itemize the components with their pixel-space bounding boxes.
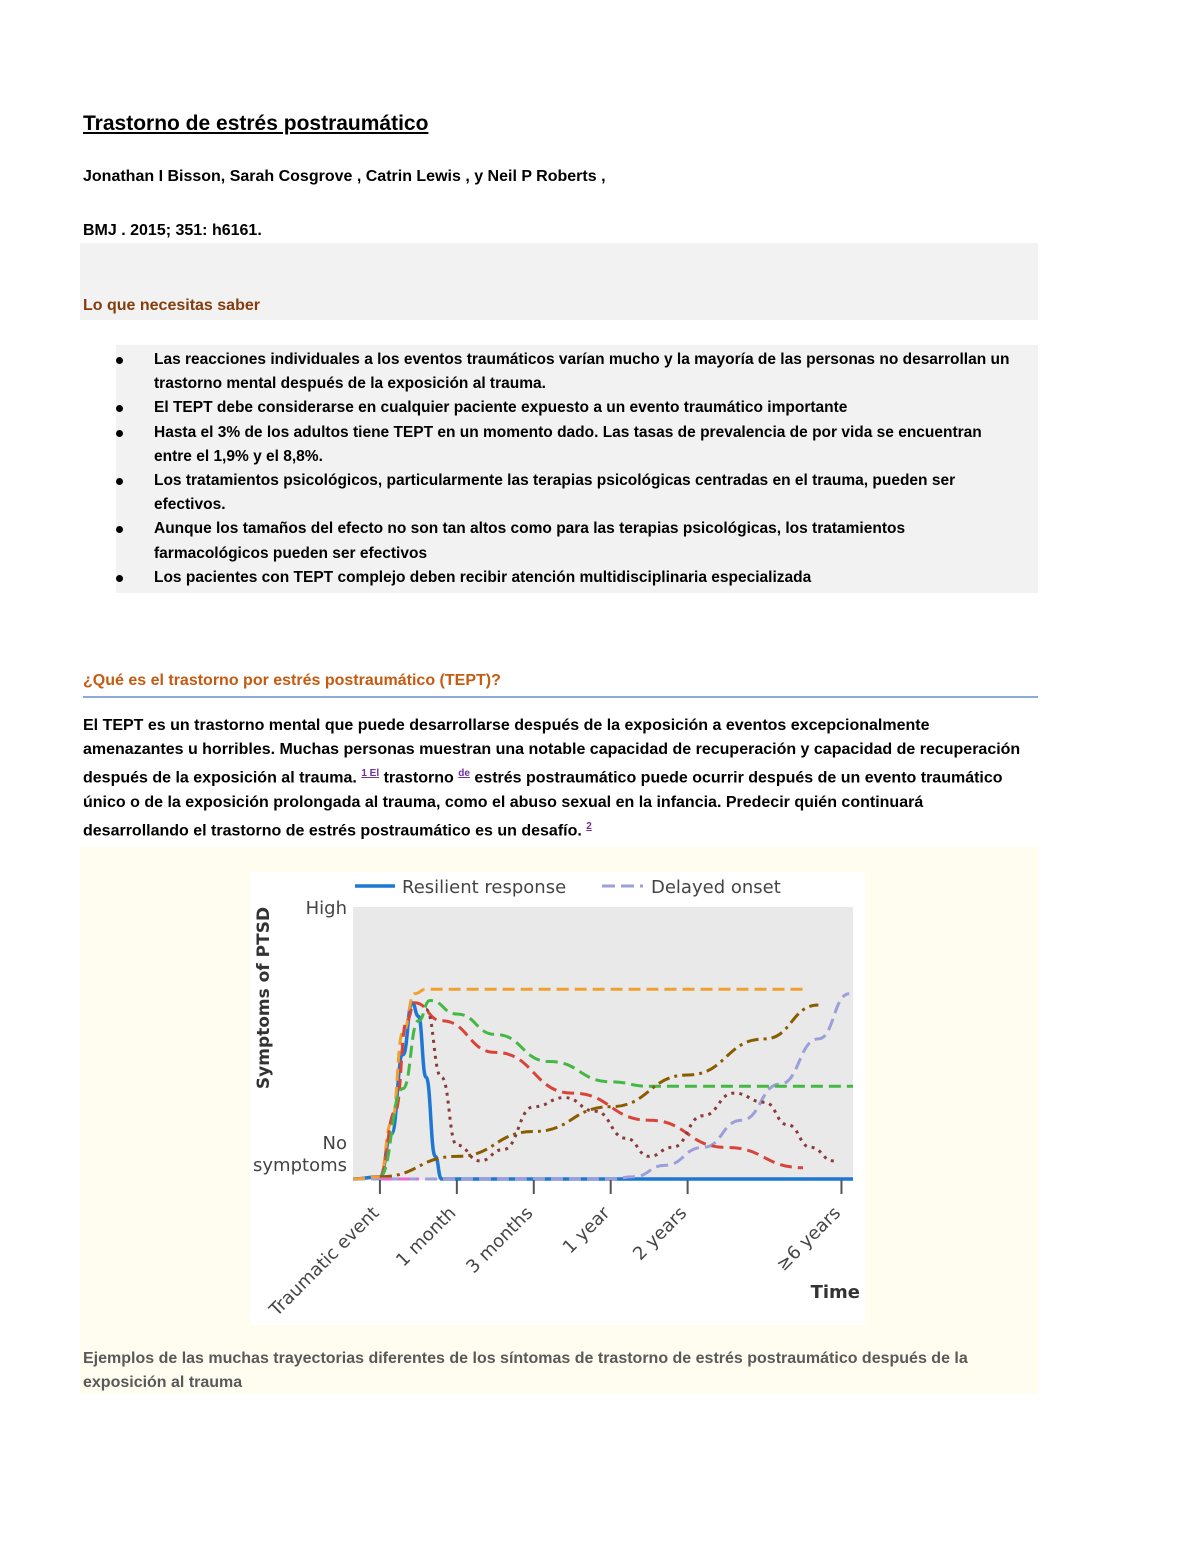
bullet-icon [116,575,123,582]
x-tick-label: 3 months [462,1202,538,1278]
list-item [116,396,1016,420]
list-item-text: Aunque los tamaños del efecto no son tan altos como para las terapias psicológicas, los tratamientos farmacológicos pueden ser efectivos [154,520,906,562]
bullet-icon [116,357,123,364]
list-item-text: El TEPT debe considerarse en cualquier paciente expuesto a un evento traumático importante [154,399,848,417]
x-tick-label: Traumatic event [265,1202,384,1321]
y-tick-high: High [305,898,347,919]
section-heading: ¿Qué es el trastorno por estrés postraumático (TEPT)? [83,672,501,689]
section-divider [83,696,1038,698]
paragraph-text: estrés postraumático puede ocurrir después de un evento traumático único o de la exposición prolongada al trauma, como el abuso sexual en la infancia. Predecir quién continuará desarrollando el trastorno de estrés postraumático es un desafío. [83,769,1003,840]
key-points-list [116,348,1016,590]
x-axis-label: Time [810,1282,860,1303]
x-tick-label: ≥6 years [772,1202,845,1276]
figure-caption: Ejemplos de las muchas trayectorias diferentes de los síntomas de trastorno de estrés postraumático después de la exposición al trauma [83,1350,968,1391]
citation-line: BMJ . 2015; 351: h6161. [83,222,262,239]
legend-label-delayed: Delayed onset [651,877,781,898]
y-axis-label: Symptoms of PTSD [254,906,274,1090]
reference-link-1[interactable]: 1 El [361,768,380,780]
plot-area [353,907,853,1180]
list-item-text: Los tratamientos psicológicos, particularmente las terapias psicológicas centradas en el trauma, pueden ser efectivos. [154,472,956,514]
list-item [116,566,1016,590]
paragraph-text: El TEPT es un trastorno mental que puede desarrollarse después de la exposición a eventos excepcionalmente amenazantes u horribles. Muchas personas muestran una notable capacidad de recuperación y capacidad de recuperación después de la exposición al trauma. [83,717,1021,787]
paragraph-text: trastorno [383,769,454,787]
list-item [116,421,1016,469]
list-item-text: Las reacciones individuales a los eventos traumáticos varían mucho y la mayoría de las personas no desarrollan un trastorno mental después de la exposición al trauma. [154,351,1010,393]
bullet-icon [116,478,123,485]
y-tick-no-symptoms-line: No [322,1133,347,1154]
list-item [116,348,1016,396]
ptsd-trajectories-chart [250,872,865,1325]
bullet-icon [116,405,123,412]
x-tick-label: 1 year [558,1202,615,1259]
list-item-text: Hasta el 3% de los adultos tiene TEPT en un momento dado. Las tasas de prevalencia de por vida se encuentran entre el 1,9% y el 8,8%. [154,423,982,465]
legend-label-resilient: Resilient response [402,877,567,898]
section-paragraph [83,714,1028,844]
reference-link-de[interactable]: de [458,768,470,780]
list-item [116,517,1016,565]
bullet-icon [116,526,123,533]
list-item [116,469,1016,517]
y-tick-no-symptoms-line: symptoms [253,1155,347,1176]
what-you-need-to-know-heading: Lo que necesitas saber [83,297,260,314]
document-title: Trastorno de estrés postraumático [83,112,429,135]
authors-line: Jonathan I Bisson, Sarah Cosgrove , Catrin Lewis , y Neil P Roberts , [83,168,606,185]
reference-link-2[interactable]: 2 [586,821,592,833]
x-tick-label: 1 month [392,1202,461,1271]
list-item-text: Los pacientes con TEPT complejo deben recibir atención multidisciplinaria especializada [154,568,812,586]
x-tick-label: 2 years [629,1202,692,1265]
bullet-icon [116,430,123,437]
